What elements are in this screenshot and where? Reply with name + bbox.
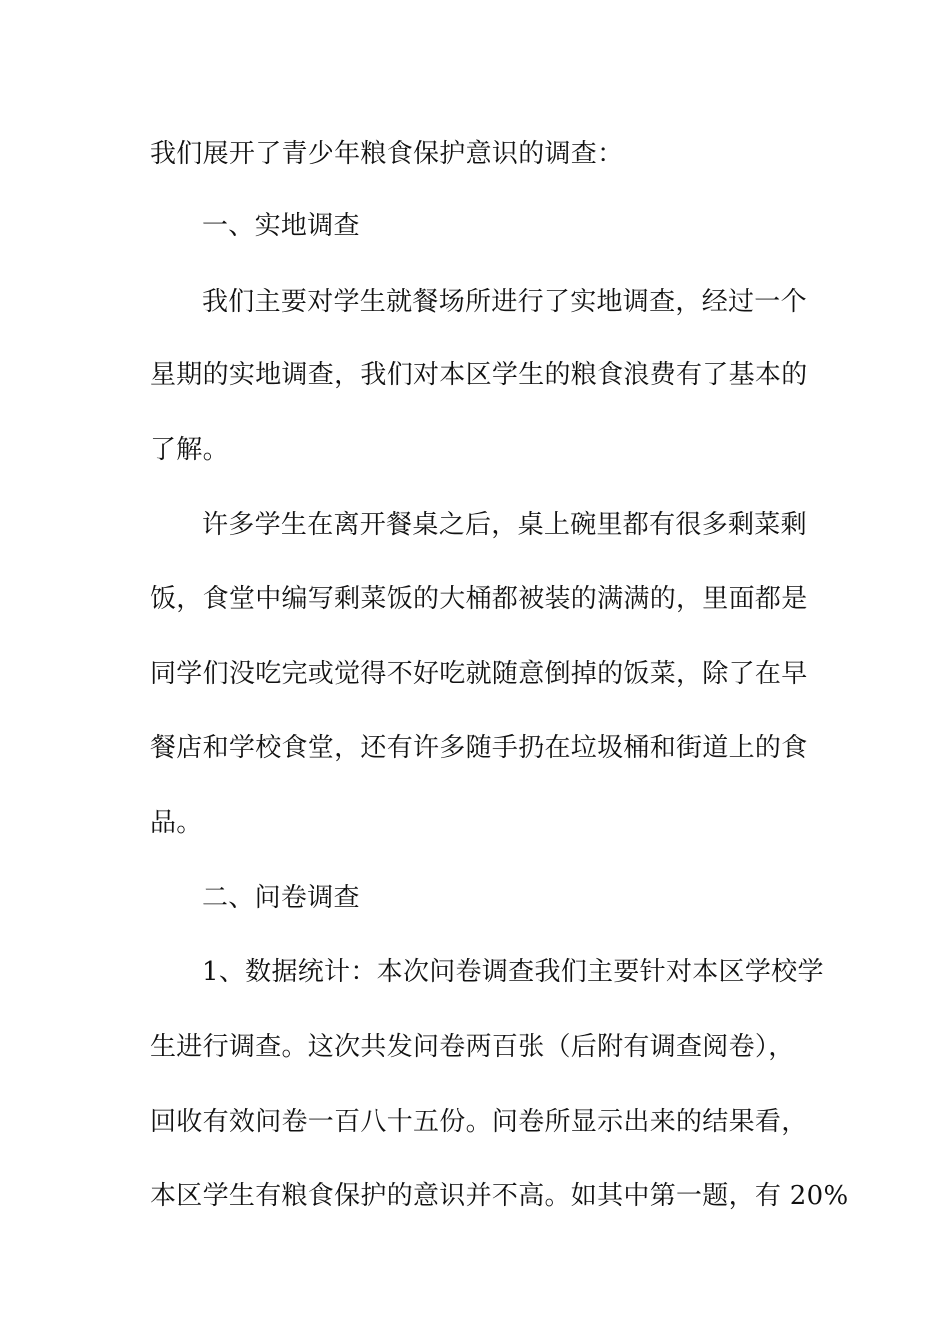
paragraph-line: 1、数据统计：本次问卷调查我们主要针对本区学校学 xyxy=(202,957,824,987)
paragraph-line: 本区学生有粮食保护的意识并不高。如其中第一题，有 20% xyxy=(150,1181,849,1211)
intro-line: 我们展开了青少年粮食保护意识的调查： xyxy=(150,139,624,169)
paragraph-line: 了解。 xyxy=(150,435,229,465)
section-heading-field-survey: 一、实地调查 xyxy=(202,211,360,241)
paragraph-line: 许多学生在离开餐桌之后，桌上碗里都有很多剩菜剩 xyxy=(202,510,807,540)
paragraph-line: 星期的实地调查，我们对本区学生的粮食浪费有了基本的 xyxy=(150,360,808,390)
section-heading-questionnaire: 二、问卷调查 xyxy=(202,883,360,913)
paragraph-line: 品。 xyxy=(150,808,203,838)
paragraph-line: 饭，食堂中编写剩菜饭的大桶都被装的满满的，里面都是 xyxy=(150,584,808,614)
paragraph-line: 同学们没吃完或觉得不好吃就随意倒掉的饭菜，除了在早 xyxy=(150,659,808,689)
paragraph-line: 餐店和学校食堂，还有许多随手扔在垃圾桶和街道上的食 xyxy=(150,733,808,763)
paragraph-line: 回收有效问卷一百八十五份。问卷所显示出来的结果看， xyxy=(150,1107,808,1137)
paragraph-line: 生进行调查。这次共发问卷两百张（后附有调查阅卷）， xyxy=(150,1032,795,1062)
paragraph-line: 我们主要对学生就餐场所进行了实地调查，经过一个 xyxy=(202,287,807,317)
